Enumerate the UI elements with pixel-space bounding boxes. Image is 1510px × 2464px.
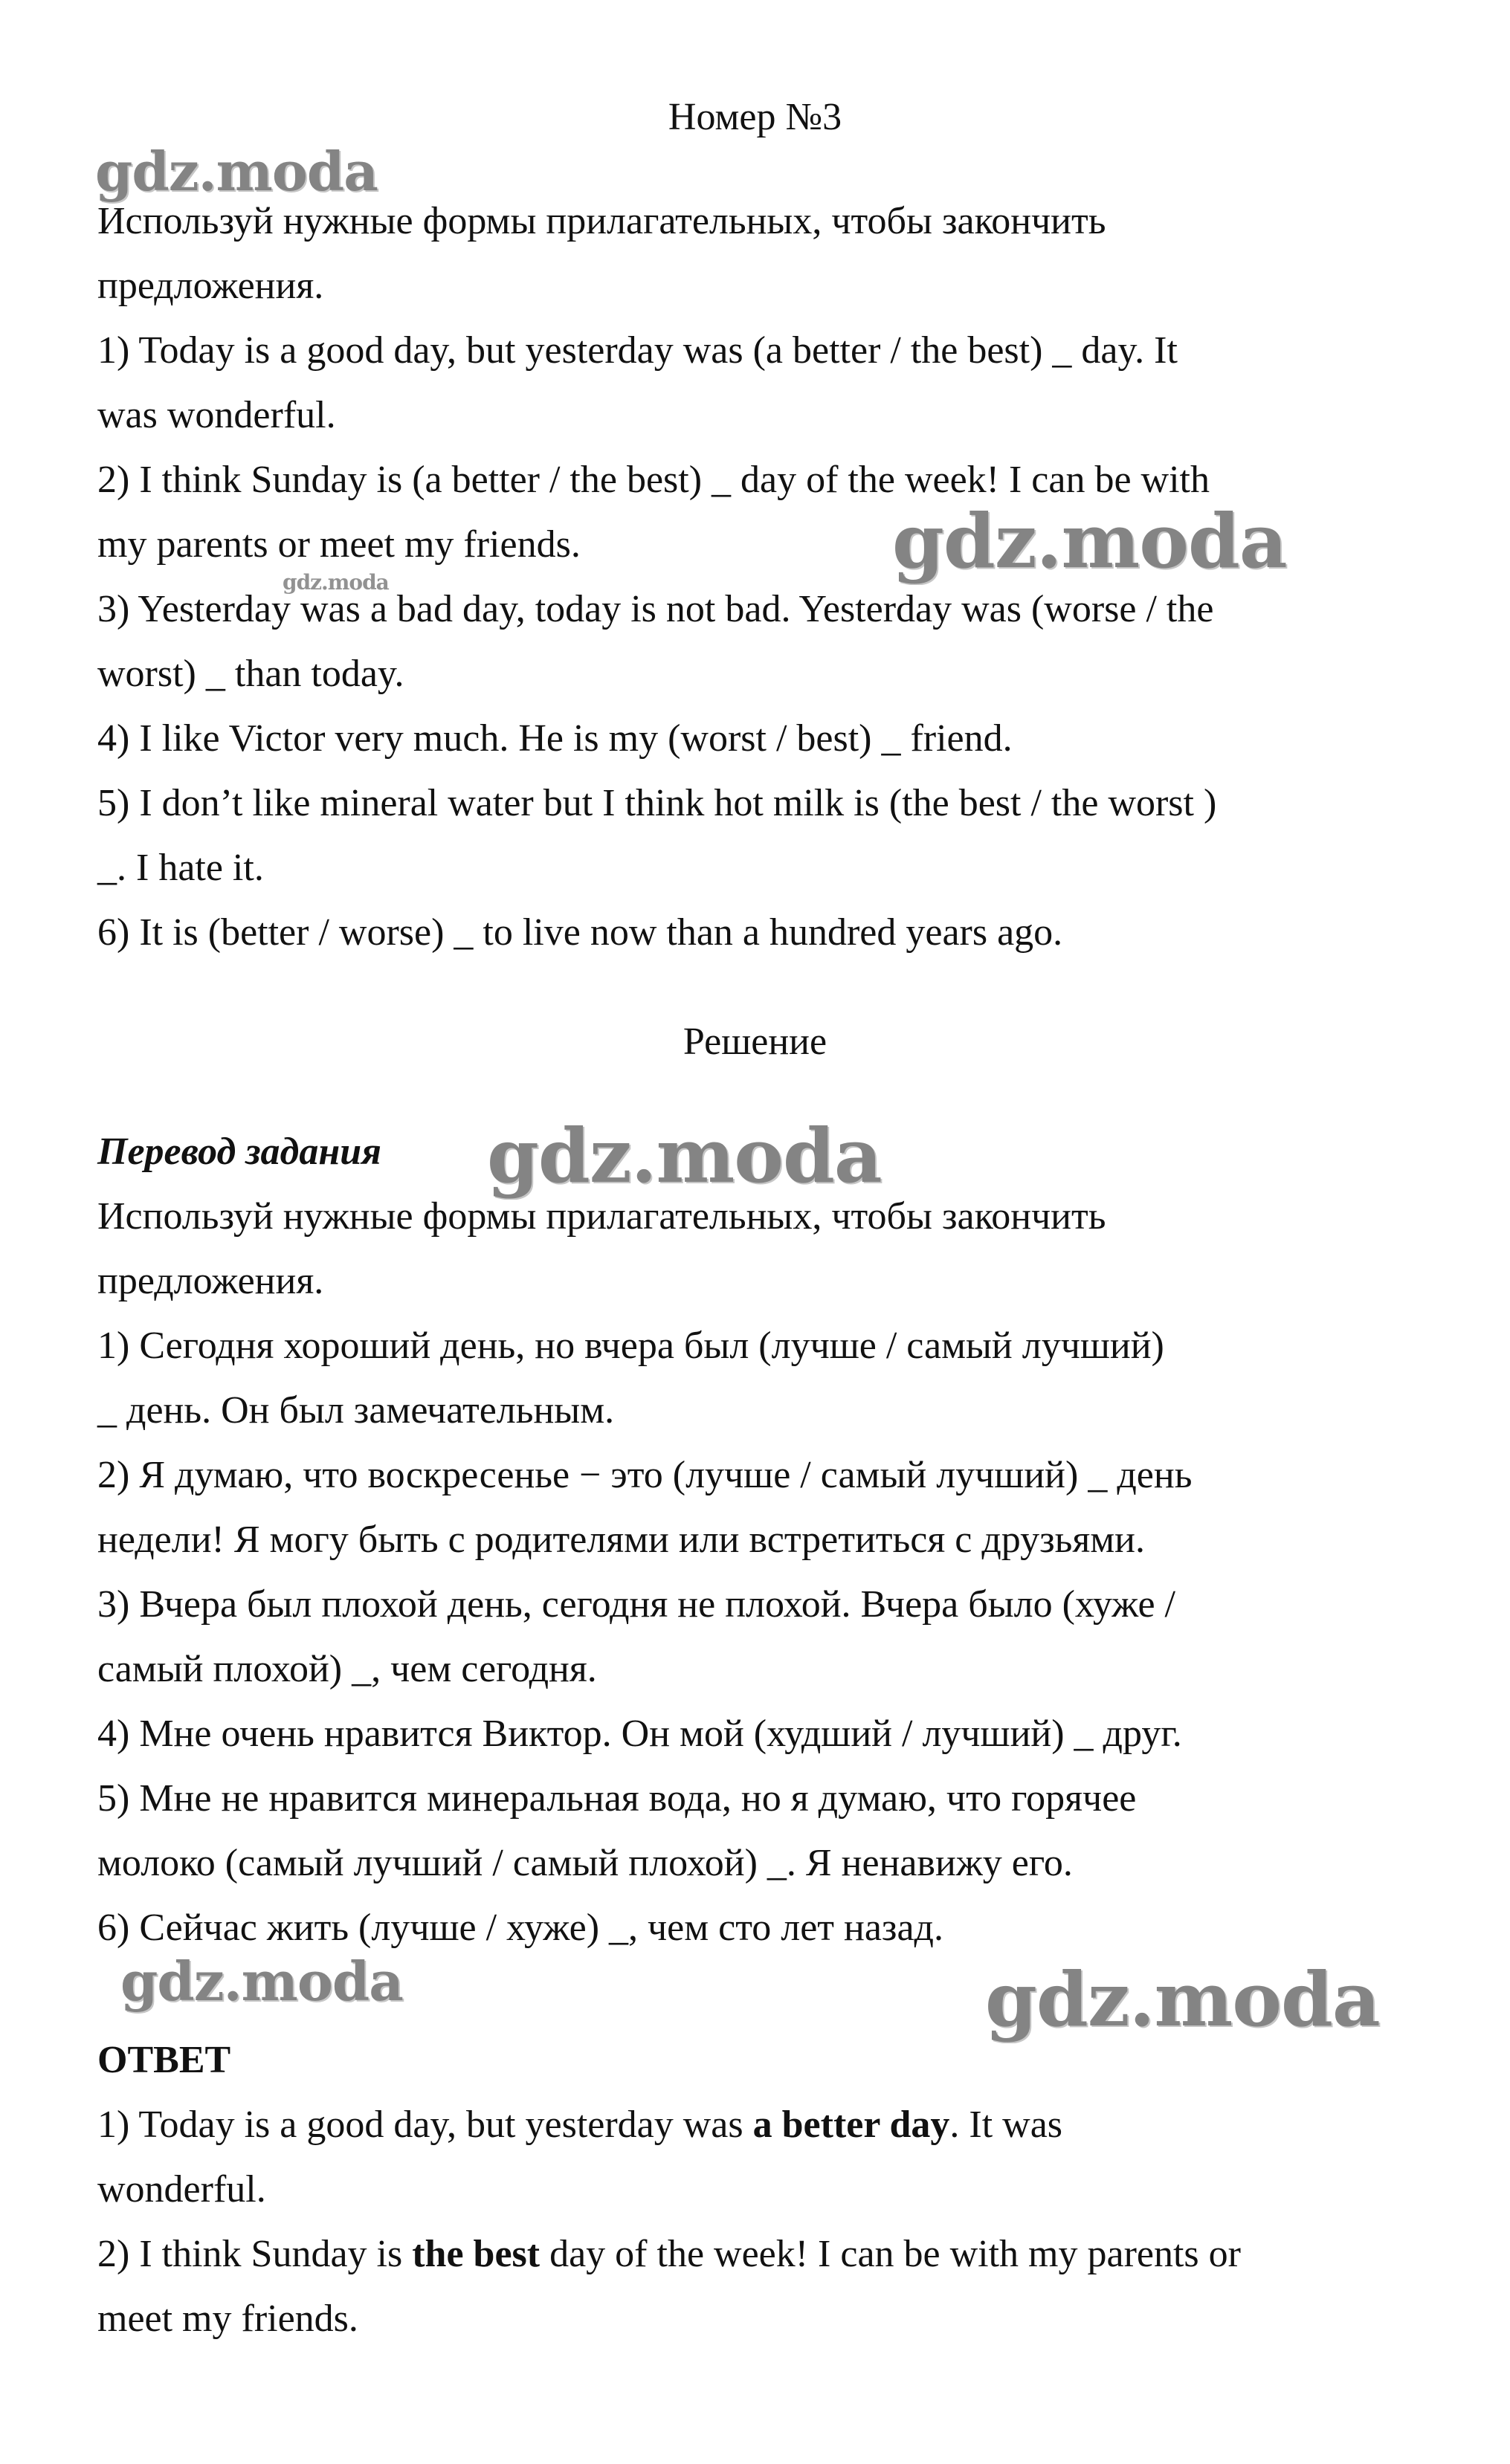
- watermark-logo: gdz.moda: [487, 1112, 882, 1200]
- answer-2-text-after: day of the week! I can be with my parents or: [540, 2233, 1241, 2275]
- watermark-logo: gdz.moda: [892, 497, 1287, 585]
- task-line: 3) Yesterday was a bad day, today is not bad. Yesterday was (worse / the: [97, 588, 1214, 630]
- translation-line: 5) Мне не нравится минеральная вода, но я думаю, что горячее: [97, 1777, 1137, 1820]
- answer-1-bold: a better day: [752, 2104, 950, 2146]
- translation-line: 3) Вчера был плохой день, сегодня не плохой. Вчера было (хуже /: [97, 1583, 1176, 1626]
- page-title: Номер №3: [668, 96, 842, 138]
- task-line: 4) I like Victor very much. He is my (worst / best) _ friend.: [97, 717, 1013, 760]
- translation-line: недели! Я могу быть с родителями или встретиться с друзьями.: [97, 1519, 1146, 1561]
- watermark-logo: gdz.moda: [985, 1956, 1380, 2043]
- answer-line-1: [97, 2103, 1062, 2147]
- translation-instruction-line-1: Используй нужные формы прилагательных, чтобы закончить: [97, 1195, 1106, 1238]
- answer-1-text-after: . It was: [949, 2104, 1063, 2146]
- task-line: 2) I think Sunday is (a better / the best) _ day of the week! I can be with: [97, 459, 1210, 501]
- watermark-logo: gdz.moda: [283, 570, 389, 595]
- translation-line: 6) Сейчас жить (лучше / хуже) _, чем сто лет назад.: [97, 1907, 944, 1949]
- answer-line-2-continued: meet my friends.: [97, 2298, 358, 2340]
- translation-line: _ день. Он был замечательным.: [97, 1389, 615, 1432]
- answer-line-1-continued: wonderful.: [97, 2168, 266, 2211]
- task-line: my parents or meet my friends.: [97, 523, 581, 566]
- answer-2-bold: the best: [412, 2233, 541, 2275]
- translation-heading: Перевод задания: [97, 1131, 381, 1173]
- translation-line: 4) Мне очень нравится Виктор. Он мой (худший / лучший) _ друг.: [97, 1713, 1182, 1755]
- task-instruction-line-1: Используй нужные формы прилагательных, чтобы закончить: [97, 200, 1106, 242]
- translation-line: 2) Я думаю, что воскресенье − это (лучше / самый лучший) _ день: [97, 1454, 1193, 1496]
- answer-heading: ОТВЕТ: [97, 2039, 231, 2081]
- task-line: 6) It is (better / worse) _ to live now than a hundred years ago.: [97, 911, 1063, 954]
- translation-line: молоко (самый лучший / самый плохой) _. Я ненавижу его.: [97, 1842, 1073, 1884]
- translation-line: 1) Сегодня хороший день, но вчера был (лучше / самый лучший): [97, 1325, 1164, 1367]
- task-instruction-line-2: предложения.: [97, 265, 324, 307]
- watermark-logo: gdz.moda: [95, 140, 378, 203]
- task-line: was wonderful.: [97, 394, 336, 436]
- task-line: _. I hate it.: [97, 847, 264, 889]
- watermark-logo: gdz.moda: [120, 1950, 403, 2013]
- task-line: 1) Today is a good day, but yesterday was (a better / the best) _ day. It: [97, 329, 1178, 372]
- answer-line-2: [97, 2232, 1241, 2277]
- task-line: 5) I don’t like mineral water but I think hot milk is (the best / the worst ): [97, 782, 1217, 824]
- translation-line: самый плохой) _, чем сегодня.: [97, 1648, 597, 1690]
- translation-instruction-line-2: предложения.: [97, 1260, 324, 1302]
- answer-1-text-before: 1) Today is a good day, but yesterday was: [97, 2104, 753, 2146]
- answer-2-text-before: 2) I think Sunday is: [97, 2233, 413, 2275]
- task-line: worst) _ than today.: [97, 653, 404, 695]
- solution-title: Решение: [683, 1021, 827, 1063]
